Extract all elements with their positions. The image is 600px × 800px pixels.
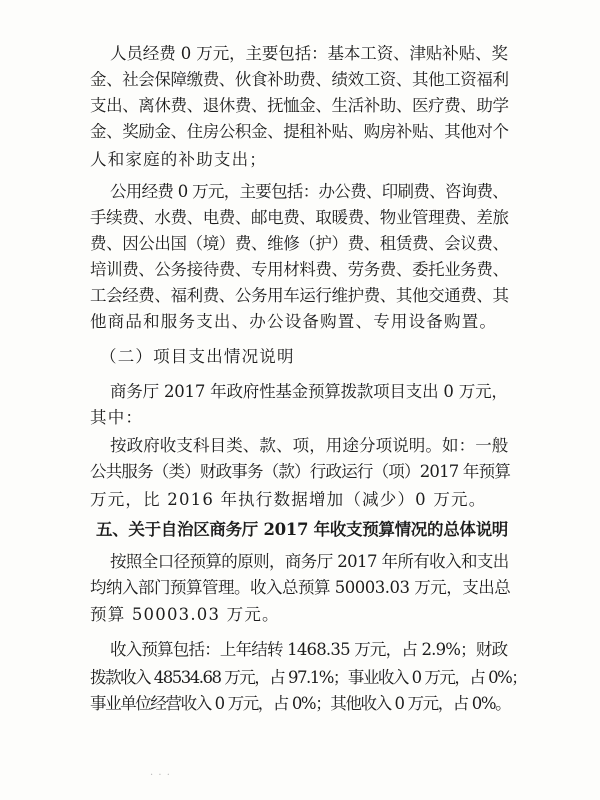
text-line: 支出、离休费、退休费、抚恤金、生活补助、医疗费、助学 xyxy=(90,96,509,115)
text-line: 手续费、水费、电费、邮电费、取暖费、物业管理费、差旅 xyxy=(90,208,509,227)
text-line: 预算 50003.03 万元。 xyxy=(90,605,280,624)
text-line: 事业单位经营收入 0 万元，占 0%；其他收入 0 万元，占 0%。 xyxy=(90,694,511,713)
text-line: 人员经费 0 万元，主要包括：基本工资、津贴补贴、奖 xyxy=(110,44,508,63)
text-line: 公共服务（类）财政事务（款）行政运行（项）2017 年预算 xyxy=(90,462,511,481)
text-line: 拨款收入 48534.68 万元，占 97.1%；事业收入 0 万元，占 0%； xyxy=(90,668,527,687)
text-line: 按照全口径预算的原则，商务厅 2017 年所有收入和支出 xyxy=(110,552,509,571)
text-line: 金、奖励金、住房公积金、提租补贴、购房补贴、其他对个 xyxy=(90,122,509,141)
text-line: 其中： xyxy=(90,408,144,427)
section-heading: 五、关于自治区商务厅 2017 年收支预算情况的总体说明 xyxy=(96,520,509,539)
text-line: 金、社会保障缴费、伙食补助费、绩效工资、其他工资福利 xyxy=(90,70,509,89)
text-line: 他商品和服务支出、办公设备购置、专用设备购置。 xyxy=(90,312,498,331)
text-line: 培训费、公务接待费、专用材料费、劳务费、委托业务费、 xyxy=(90,260,509,279)
section-heading: （二）项目支出情况说明 xyxy=(100,347,295,366)
text-line: 收入预算包括：上年结转 1468.35 万元，占 2.9%；财政 xyxy=(110,640,508,659)
text-line: 商务厅 2017 年政府性基金预算拨款项目支出 0 万元， xyxy=(110,382,508,401)
text-line: 工会经费、福利费、公务用车运行维护费、其他交通费、其 xyxy=(90,286,509,305)
text-line: 按政府收支科目类、款、项，用途分项说明。如：一般 xyxy=(110,436,509,455)
text-line: 费、因公出国（境）费、维修（护）费、租赁费、会议费、 xyxy=(90,234,509,253)
text-line: 公用经费 0 万元，主要包括：办公费、印刷费、咨询费、 xyxy=(110,182,509,201)
text-line: 均纳入部门预算管理。收入总预算 50003.03 万元，支出总 xyxy=(90,578,511,597)
text-line: 万元，比 2016 年执行数据增加（减少）0 万元。 xyxy=(90,490,487,509)
scan-mark: · · · xyxy=(150,770,171,781)
text-line: 人和家庭的补助支出； xyxy=(90,150,267,169)
